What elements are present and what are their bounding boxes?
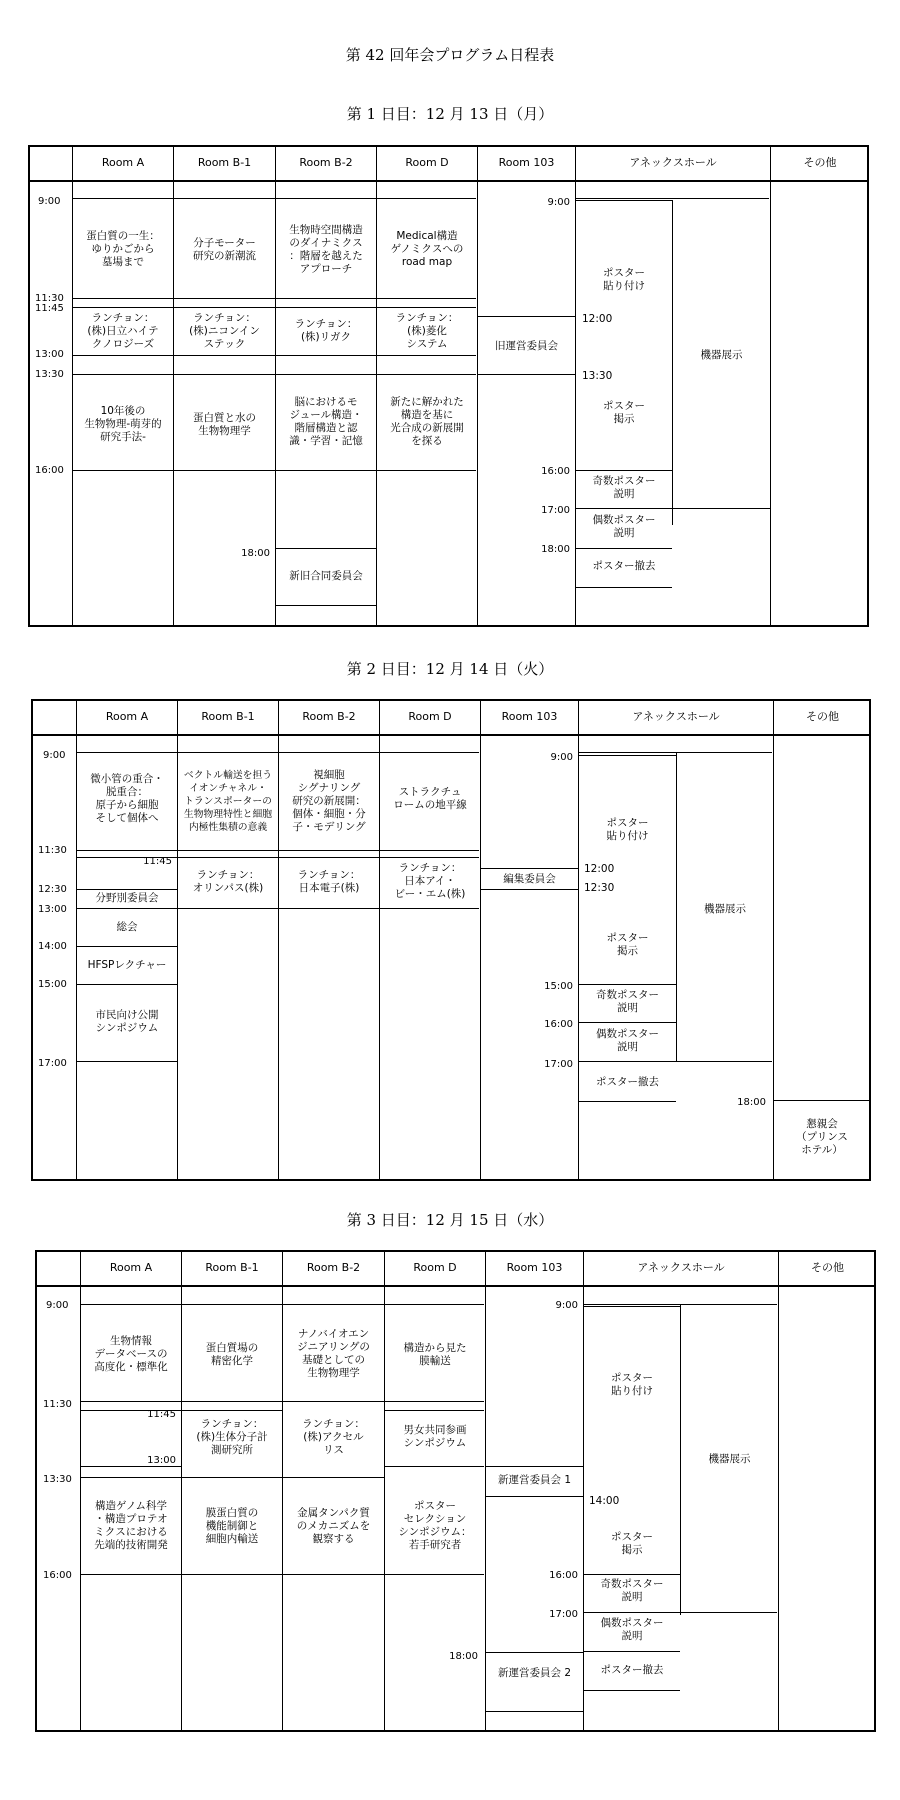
day1-header-other: その他 xyxy=(803,156,837,169)
day1-room-b1-luncheon: ランチョン： (株)ニコンイン ステック xyxy=(189,312,260,350)
day3-room-b2-morning: ナノバイオエン ジニアリングの 基礎としての 生物物理学 xyxy=(297,1328,370,1379)
day2-header-room-a: Room A xyxy=(105,710,149,723)
day3-room-a-morning: 生物情報 データベースの 高度化・標準化 xyxy=(94,1335,168,1373)
day2-room-b2-luncheon: ランチョン： 日本電子(株) xyxy=(297,869,361,894)
day2-odd-poster-session: 奇数ポスター 説明 xyxy=(596,989,659,1014)
time-label: 9:00 xyxy=(547,197,570,208)
day3-new-steering-committee-2: 新運営委員会 2 xyxy=(497,1667,572,1679)
time-label: 17:00 xyxy=(541,505,570,516)
day2-room-b2-morning: 視細胞 シグナリング 研究の新展開： 個体・細胞・分 子・モデリング xyxy=(292,769,366,833)
time-label: 16:00 xyxy=(544,1019,573,1030)
time-label: 14:00 xyxy=(38,941,67,952)
day2-room-a-morning: 微小管の重合・ 脱重合： 原子から細胞 そして個体へ xyxy=(90,773,164,824)
day3-header-room-103: Room 103 xyxy=(506,1261,563,1274)
time-label: 17:00 xyxy=(38,1058,67,1069)
time-label: 13:30 xyxy=(35,369,64,380)
day1-header-room-b1: Room B-1 xyxy=(197,156,252,169)
time-label: 13:30 xyxy=(582,370,613,382)
time-label: 15:00 xyxy=(38,979,67,990)
time-label: 12:00 xyxy=(582,313,613,325)
day1-title: 第 1 日目：12 月 13 日（月） xyxy=(346,105,554,123)
day3-room-b2-afternoon: 金属タンパク質 のメカニズムを 観察する xyxy=(296,1507,371,1545)
day2-title: 第 2 日目：12 月 14 日（火） xyxy=(346,660,554,678)
time-label: 13:30 xyxy=(43,1474,72,1485)
time-label: 9:00 xyxy=(555,1300,578,1311)
day1-room-a-afternoon: 10年後の 生物物理-萌芽的 研究手法- xyxy=(84,405,162,443)
day3-room-d-afternoon: ポスター セレクション シンポジウム： 若手研究者 xyxy=(398,1500,472,1551)
day1-even-poster-session: 偶数ポスター 説明 xyxy=(592,514,656,539)
day3-room-b2-luncheon: ランチョン： (株)アクセル リス xyxy=(302,1418,365,1456)
day1-poster-display: ポスター 掲示 xyxy=(603,400,645,425)
day3-room-b1-afternoon: 膜蛋白質の 機能制御と 細胞内輸送 xyxy=(205,1507,259,1545)
day2-header-room-d: Room D xyxy=(408,710,452,723)
day2-general-meeting: 総会 xyxy=(116,921,138,933)
time-label: 15:00 xyxy=(544,981,573,992)
day3-header-room-b1: Room B-1 xyxy=(205,1261,259,1274)
time-label: 12:30 xyxy=(38,884,67,895)
time-label: 18:00 xyxy=(449,1651,478,1662)
day3-title: 第 3 日目：12 月 15 日（水） xyxy=(346,1211,554,1229)
day2-room-d-luncheon: ランチョン： 日本アイ・ ビー・エム(株) xyxy=(394,862,466,900)
day3-odd-poster-session: 奇数ポスター 説明 xyxy=(600,1578,664,1603)
day3-header-annex: アネックスホール xyxy=(637,1261,725,1274)
day1-room-d-afternoon: 新たに解かれた 構造を基に 光合成の新展開 を探る xyxy=(390,396,464,447)
time-label: 17:00 xyxy=(544,1059,573,1070)
day2-header-other: その他 xyxy=(806,710,839,723)
day2-poster-display: ポスター 掲示 xyxy=(606,932,649,957)
day3-even-poster-session: 偶数ポスター 説明 xyxy=(600,1617,664,1642)
day1-room-b2-afternoon: 脳におけるモ ジュール構造・ 階層構造と認 識・学習・記憶 xyxy=(289,396,363,447)
day3-new-steering-committee-1: 新運営委員会 1 xyxy=(497,1474,572,1486)
day1-room-a-morning: 蛋白質の一生： ゆりかごから 墓場まで xyxy=(86,230,160,268)
day2-hfsp-lecture: HFSPレクチャー xyxy=(87,959,167,971)
day1-header-annex: アネックスホール xyxy=(629,156,717,169)
day3-equipment-exhibition: 機器展示 xyxy=(708,1453,751,1465)
time-label: 16:00 xyxy=(541,466,570,477)
day2-room-b1-luncheon: ランチョン： オリンパス(株) xyxy=(192,869,264,894)
day3-room-a-afternoon: 構造ゲノム科学 ・構造プロテオ ミクスにおける 先端的技術開発 xyxy=(94,1500,168,1551)
time-label: 18:00 xyxy=(541,544,570,555)
day2-public-symposium: 市民向け公開 シンポジウム xyxy=(95,1009,159,1034)
day3-poster-display: ポスター 掲示 xyxy=(611,1531,653,1556)
day3-room-b1-luncheon: ランチョン： (株)生体分子計 測研究所 xyxy=(196,1418,268,1456)
time-label: 16:00 xyxy=(549,1570,578,1581)
time-label: 9:00 xyxy=(43,750,66,761)
time-label: 11:30 xyxy=(43,1399,72,1410)
day1-room-d-luncheon: ランチョン： (株)菱化 システム xyxy=(395,312,459,350)
day1-header-room-103: Room 103 xyxy=(498,156,555,169)
day2-even-poster-session: 偶数ポスター 説明 xyxy=(596,1028,659,1053)
time-label: 9:00 xyxy=(550,752,573,763)
day1-header-room-a: Room A xyxy=(101,156,145,169)
day3-poster-setup: ポスター 貼り付け xyxy=(611,1372,653,1397)
day1-room-b1-morning: 分子モーター 研究の新潮流 xyxy=(193,237,256,262)
day3-room-d-morning: 構造から見た 膜輸送 xyxy=(403,1342,467,1367)
day2-header-annex: アネックスホール xyxy=(632,710,720,723)
day2-poster-removal: ポスター撤去 xyxy=(596,1076,659,1088)
day2-header-room-b2: Room B-2 xyxy=(302,710,356,723)
day3-room-b1-morning: 蛋白質場の 精密化学 xyxy=(205,1342,259,1367)
time-label: 13:00 xyxy=(147,1455,176,1466)
day1-room-b1-afternoon: 蛋白質と水の 生物物理学 xyxy=(193,412,256,437)
day1-equipment-exhibition: 機器展示 xyxy=(700,349,743,361)
time-label: 12:00 xyxy=(584,863,615,875)
day1-room-d-morning: Medical構造 ゲノミクスへの road map xyxy=(390,230,464,268)
day1-frame xyxy=(28,145,869,627)
time-label: 9:00 xyxy=(38,196,61,207)
day3-header-room-a: Room A xyxy=(109,1261,153,1274)
day1-poster-removal: ポスター撤去 xyxy=(592,560,656,572)
day3-header-room-d: Room D xyxy=(413,1261,457,1274)
day2-division-committee: 分野別委員会 xyxy=(95,892,159,904)
day2-header-room-103: Room 103 xyxy=(501,710,558,723)
time-label: 12:30 xyxy=(584,882,615,894)
time-label: 13:00 xyxy=(35,349,64,360)
time-label: 13:00 xyxy=(38,904,67,915)
time-label: 11:45 xyxy=(35,303,64,314)
time-label: 18:00 xyxy=(737,1097,766,1108)
day3-header-other: その他 xyxy=(811,1261,844,1274)
time-label: 16:00 xyxy=(35,465,64,476)
day1-room-b2-luncheon: ランチョン： (株)リガク xyxy=(294,318,358,343)
time-label: 11:45 xyxy=(147,1409,176,1420)
time-label: 16:00 xyxy=(43,1570,72,1581)
day3-gender-equality-symposium: 男女共同参画 シンポジウム xyxy=(403,1424,467,1449)
time-label: 11:45 xyxy=(143,856,172,867)
time-label: 11:30 xyxy=(35,293,64,304)
time-label: 11:30 xyxy=(38,845,67,856)
time-label: 14:00 xyxy=(589,1495,620,1507)
day1-header-room-d: Room D xyxy=(405,156,449,169)
day2-header-room-b1: Room B-1 xyxy=(201,710,255,723)
day2-poster-setup: ポスター 貼り付け xyxy=(606,817,649,842)
day1-poster-setup: ポスター 貼り付け xyxy=(603,267,645,292)
day1-header-room-b2: Room B-2 xyxy=(299,156,353,169)
day2-editorial-committee: 編集委員会 xyxy=(503,873,556,885)
page-title: 第 42 回年会プログラム日程表 xyxy=(345,46,555,64)
day2-room-d-morning: ストラクチュ ロームの地平線 xyxy=(393,786,467,811)
day2-equipment-exhibition: 機器展示 xyxy=(704,903,746,915)
day1-joint-committee: 新旧合同委員会 xyxy=(289,570,363,582)
day1-room-b2-morning: 生物時空間構造 のダイナミクス ：階層を越えた アプローチ xyxy=(289,224,363,275)
time-label: 18:00 xyxy=(241,548,270,559)
day1-old-steering-committee: 旧運営委員会 xyxy=(495,340,558,352)
day2-reception-party: 懇親会 （プリンス ホテル） xyxy=(796,1118,848,1156)
day3-header-room-b2: Room B-2 xyxy=(306,1261,361,1274)
day2-room-b1-morning: ベクトル輸送を担う イオンチャネル・ トランスポーターの 生物物理特性と細胞 内極性集積の意義 xyxy=(183,770,273,833)
time-label: 9:00 xyxy=(46,1300,69,1311)
day1-odd-poster-session: 奇数ポスター 説明 xyxy=(592,475,656,500)
day1-room-a-luncheon: ランチョン： (株)日立ハイテ クノロジーズ xyxy=(87,312,159,350)
time-label: 17:00 xyxy=(549,1609,578,1620)
day3-poster-removal: ポスター撤去 xyxy=(600,1664,664,1676)
